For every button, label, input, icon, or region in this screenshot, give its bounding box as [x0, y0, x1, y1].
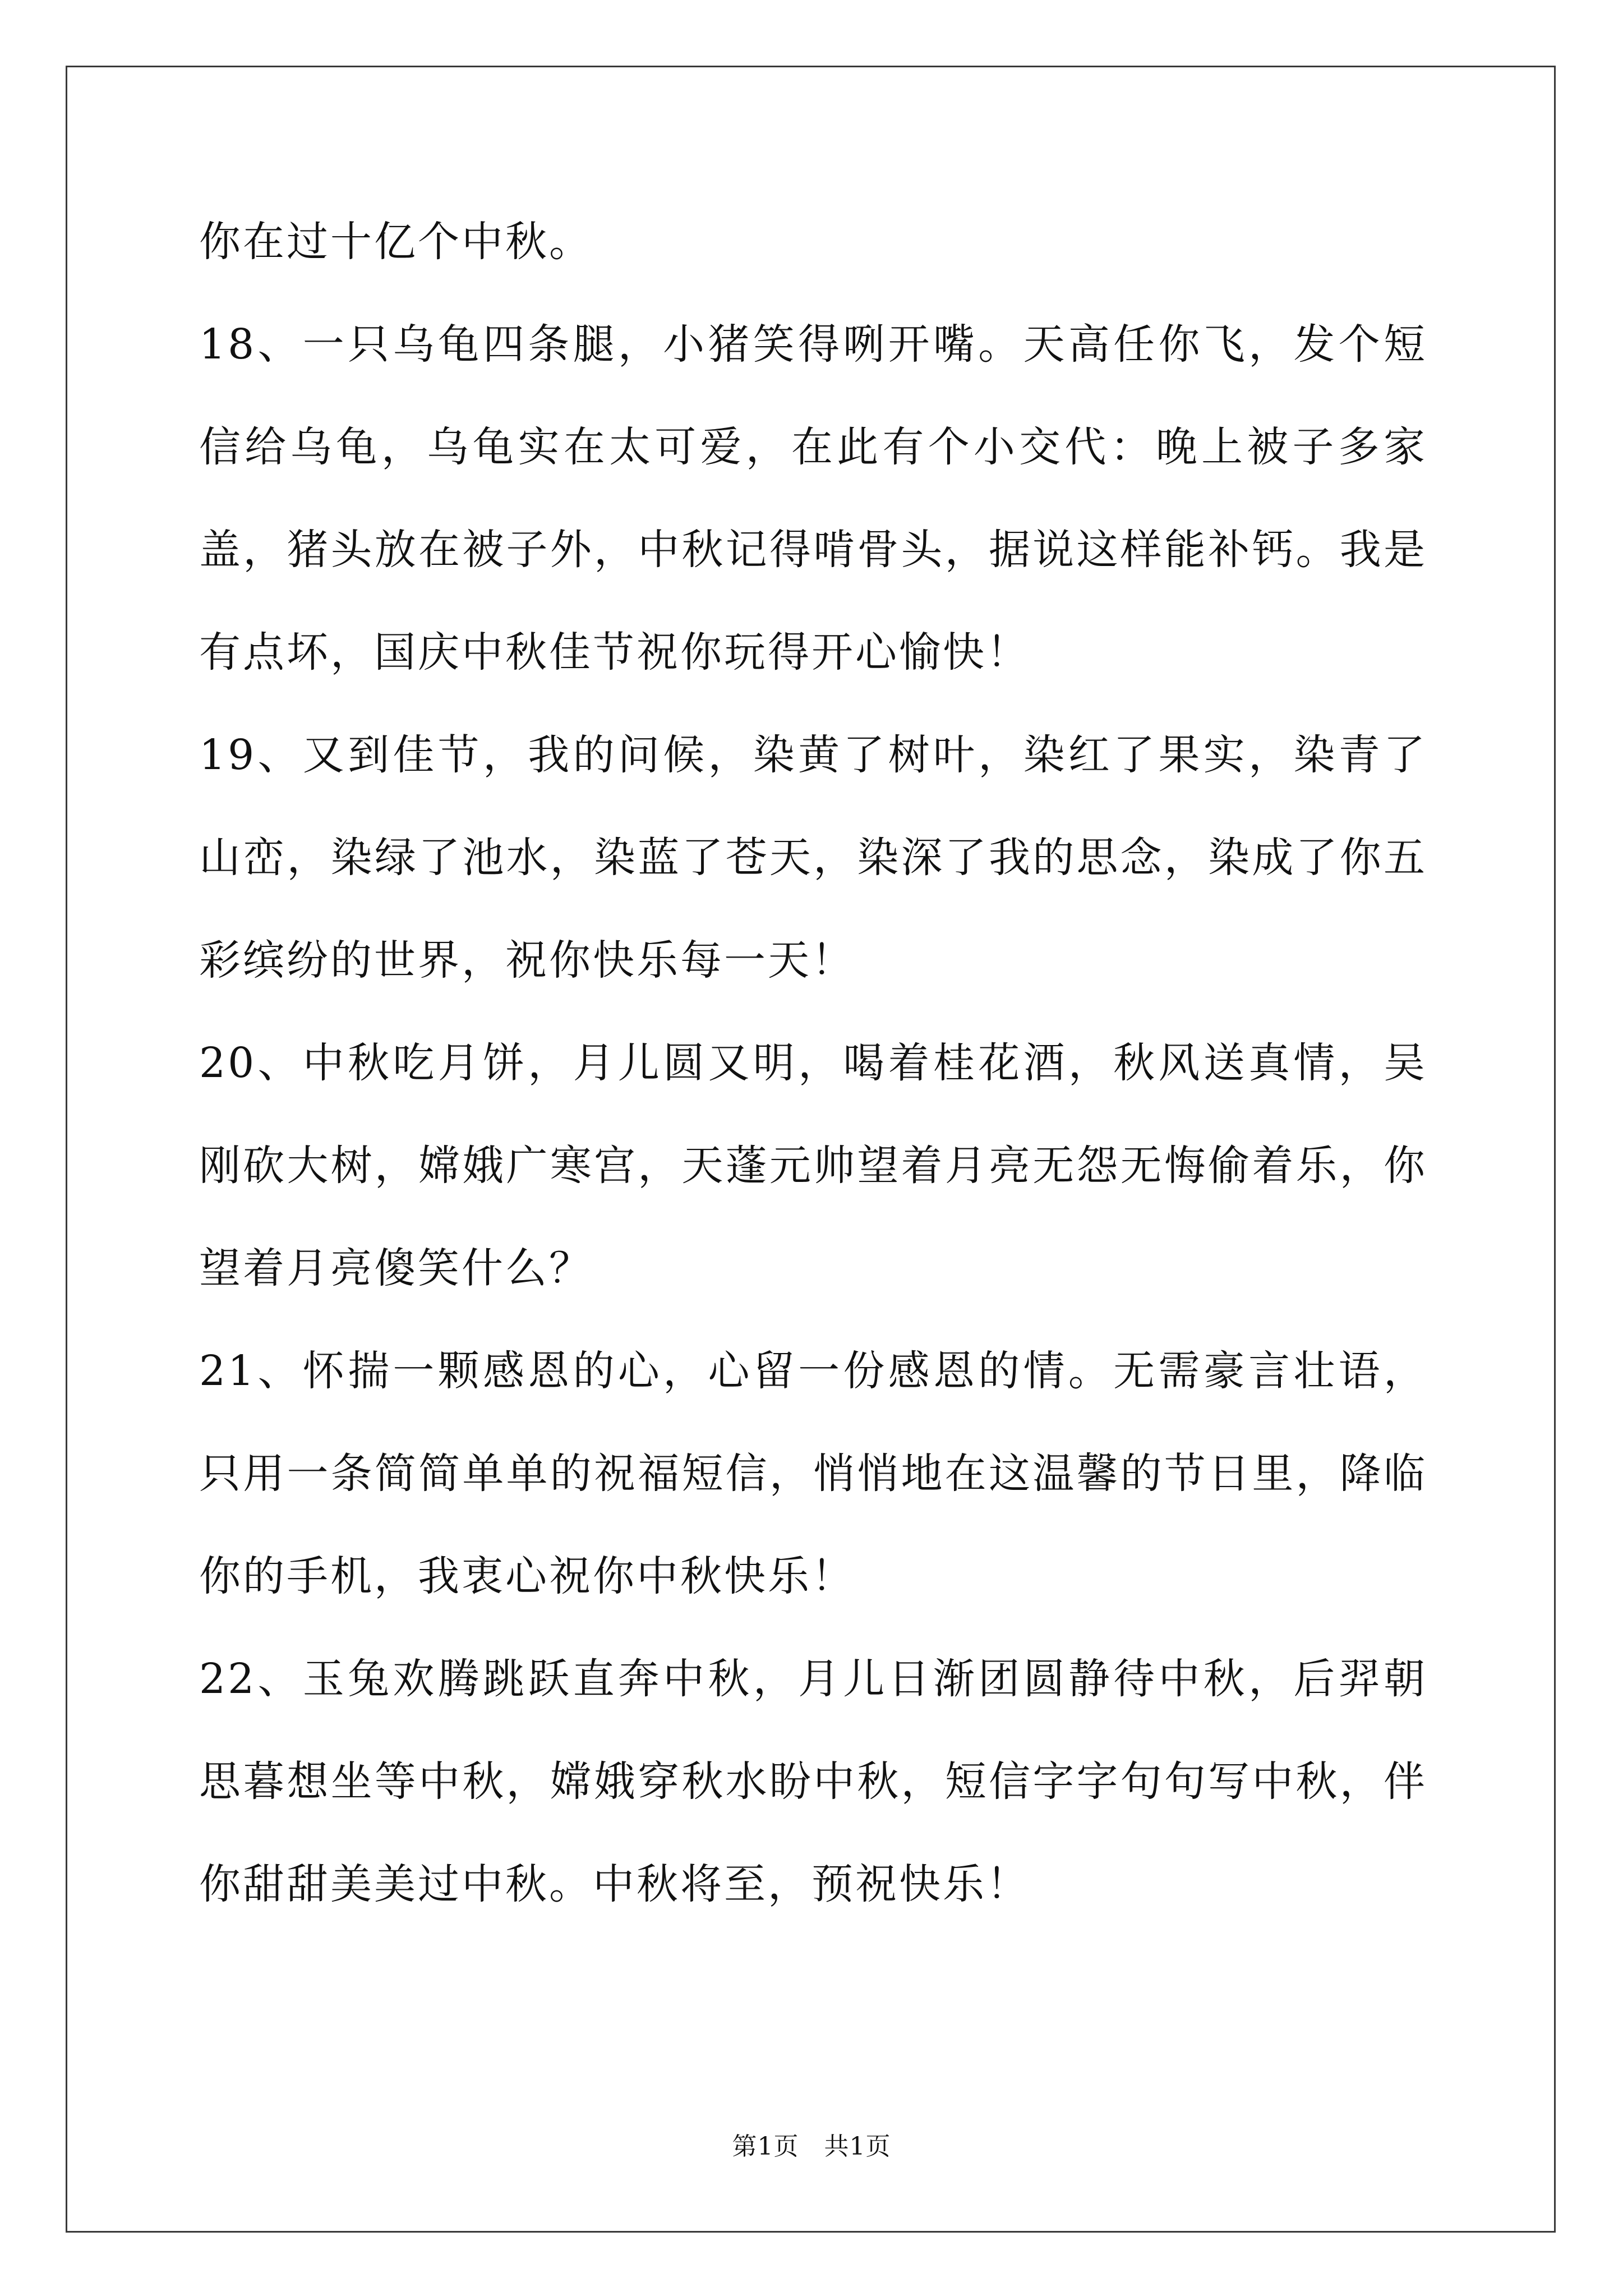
paragraph-19: 19、又到佳节，我的问候，染黄了树叶，染红了果实，染青了山峦，染绿了池水，染蓝了苍天，染深了我的思念，染成了你五彩缤纷的世界，祝你快乐每一天！: [199, 731, 1427, 984]
paragraph-18: 18、一只乌龟四条腿，小猪笑得咧开嘴。天高任你飞，发个短信给乌龟，乌龟实在太可爱，在此有个小交代：晚上被子多家盖，猪头放在被子外，中秋记得啃骨头，据说这样能补钙。我是有点坏，国庆中秋佳节祝你玩得开心愉快！: [199, 320, 1427, 677]
paragraph-continuation: 你在过十亿个中秋。: [199, 218, 593, 266]
page-footer: [0, 2126, 1623, 2162]
page-number-label: 第1页 共1页: [732, 2132, 891, 2161]
paragraph-20: 20、中秋吃月饼，月儿圆又明，喝着桂花酒，秋风送真情，吴刚砍大树，嫦娥广寒宫，天蓬元帅望着月亮无怨无悔偷着乐，你望着月亮傻笑什么？: [199, 1039, 1427, 1292]
paragraph-21: 21、怀揣一颗感恩的心，心留一份感恩的情。无需豪言壮语，只用一条简简单单的祝福短信，悄悄地在这温馨的节日里，降临你的手机，我衷心祝你中秋快乐！: [199, 1347, 1427, 1600]
paragraph-22: 22、玉兔欢腾跳跃直奔中秋，月儿日渐团圆静待中秋，后羿朝思暮想坐等中秋，嫦娥穿秋水盼中秋，短信字字句句写中秋，伴你甜甜美美过中秋。中秋将至，预祝快乐！: [199, 1655, 1427, 1908]
document-body: [199, 191, 1427, 1936]
